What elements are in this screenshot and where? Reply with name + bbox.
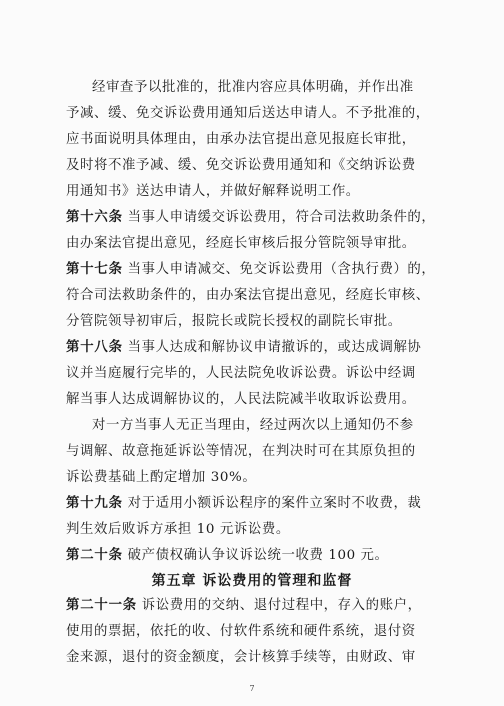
text-line: 使用的票据，依托的收、付软件系统和硬件系统，退付资 (66, 624, 416, 639)
text-line: 诉讼费基础上酌定增加 30%。 (66, 470, 257, 485)
text-line: 及时将不准予减、缓、免交诉讼费用通知和《交纳诉讼费 (66, 158, 416, 173)
article-21-first-line (66, 596, 452, 616)
text-line: 符合司法救助条件的，由办案法官提出意见，经庭长审核、 (66, 288, 430, 303)
text-span: 当事人申请减交、免交诉讼费用（含执行费）的， (122, 262, 436, 277)
article-label: 第十九条 (66, 496, 123, 511)
text-line: 议并当庭履行完毕的，人民法院免收诉讼费。诉讼中经调 (66, 366, 416, 381)
text-span: 当事人申请缓交诉讼费用，符合司法救助条件的， (122, 210, 436, 225)
page-number: 7 (249, 684, 255, 693)
text-span: 破产债权确认争议诉讼统一收费 100 元。 (122, 548, 389, 563)
article-19-first-line (66, 494, 452, 514)
article-18-first-line (66, 338, 452, 358)
text-line: 金来源，退付的资金额度，会计核算手续等，由财政、审 (66, 650, 416, 665)
article-label: 第十八条 (66, 340, 123, 355)
article-20-first-line (66, 546, 452, 566)
text-span: 对于适用小额诉讼程序的案件立案时不收费，裁 (122, 496, 422, 511)
text-span: 诉讼费用的交纳、退付过程中，存入的账户， (136, 598, 422, 613)
text-line: 应书面说明具体理由，由承办法官提出意见报庭长审批， (66, 132, 416, 147)
text-line: 用通知书》送达申请人，并做好解释说明工作。 (66, 184, 360, 199)
article-label: 第二十一条 (66, 598, 137, 613)
article-17-first-line (66, 260, 452, 280)
text-line: 解当事人达成调解协议的，人民法院减半收取诉讼费用。 (66, 392, 416, 407)
text-line: 与调解、故意拖延诉讼等情况，在判决时可在其原负担的 (66, 444, 416, 459)
text-span: 当事人达成和解协议申请撤诉的，或达成调解协 (122, 340, 422, 355)
article-16-first-line (66, 208, 452, 228)
text-line: 经审查予以批准的，批准内容应具体明确，并作出准 (92, 80, 414, 95)
text-line: 由办案法官提出意见，经庭长审核后报分管院领导审批。 (66, 236, 416, 251)
chapter-heading: 第五章 诉讼费用的管理和监督 (151, 573, 353, 589)
article-label: 第十六条 (66, 210, 123, 225)
text-line: 分管院领导初审后，报院长或院长授权的副院长审批。 (66, 314, 402, 329)
article-label: 第二十条 (66, 548, 123, 563)
text-line: 判生效后败诉方承担 10 元诉讼费。 (66, 522, 290, 537)
text-line: 予减、缓、免交诉讼费用通知后送达申请人。不予批准的， (66, 106, 430, 121)
text-line: 对一方当事人无正当理由，经过两次以上通知仍不参 (92, 418, 414, 433)
article-label: 第十七条 (66, 262, 123, 277)
